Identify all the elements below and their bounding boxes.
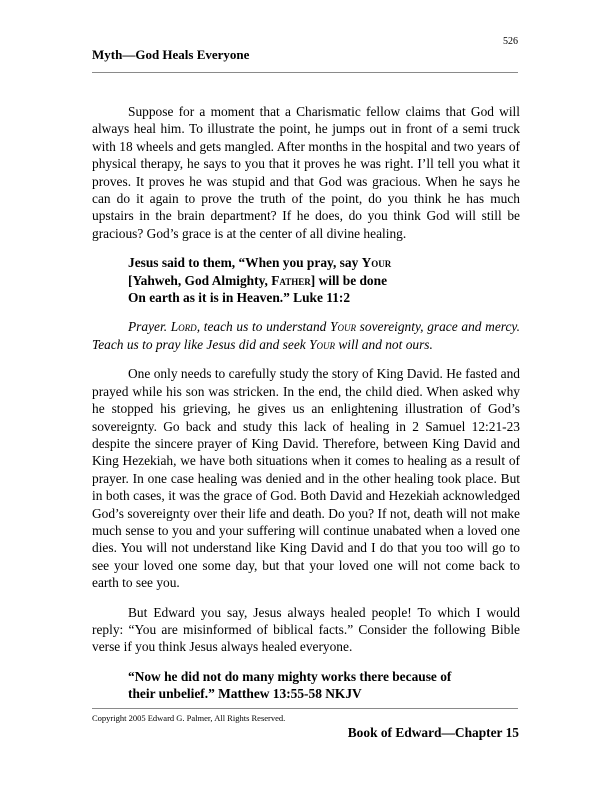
book-chapter-label: Book of Edward—Chapter 15 [347, 725, 519, 740]
paragraph-charismatic: Suppose for a moment that a Charismatic fellow claims that God will always heal him. To illustrate the point, he jumps out in front of a semi truck with 18 wheels and gets mangled. After months in the hospital and two years of physical therapy, he says to you that it proves he was right. I’ll tell you what it proves. It proves he was stupid and that God was gracious. When he says he can do it again to prove the truth of the point, do you think he has much upstairs in the brain department? If he does, do you think God will still be gracious? God’s grace is at the center of all divine healing. [92, 104, 520, 241]
footer-rule [92, 708, 518, 709]
scripture-quote-matthew [128, 668, 520, 703]
quote-line: On earth as it is in Heaven.” Luke 11:2 [128, 290, 351, 306]
quote-line: “Now he did not do many mighty works there because of [128, 668, 452, 684]
quote-line: Jesus said to them, “When you pray, say Your [128, 255, 392, 271]
running-title: Myth—God Heals Everyone [92, 47, 250, 62]
paragraph-edward-reply: But Edward you say, Jesus always healed people! To which I would reply: “You are misinformed of biblical facts.” Consider the following Bible verse if you think Jesus always healed everyone. [92, 604, 520, 655]
prayer-paragraph: Prayer. Lord, teach us to understand Your sovereignty, grace and mercy. Teach us to pray like Jesus did and seek Your will and not ours. [92, 319, 520, 352]
quote-line: their unbelief.” Matthew 13:55-58 NKJV [128, 686, 362, 702]
page-number: 526 [503, 36, 518, 47]
quote-line: [Yahweh, God Almighty, Father] will be done [128, 272, 388, 288]
body-text [92, 103, 520, 703]
header-rule [92, 72, 518, 73]
scripture-quote-luke [128, 254, 520, 306]
paragraph-king-david: One only needs to carefully study the story of King David. He fasted and prayed while his son was stricken. In the end, the child died. When asked why he stopped his grieving, he gives us an enlightening illustration of God’s sovereignty. Go back and study this lack of healing in 2 Samuel 12:21-23 despite the sincere prayer of King David. Therefore, between King David and King Hezekiah, we have both situations when it comes to healing as a result of prayer. In one case healing was denied and in the other healing took place. But in both cases, it was the grace of God. Both David and Hezekiah acknowledged God’s sovereignty over their life and death. Do you? If not, death will not make much sense to you and your suffering will continue unabated when a loved one dies. You will not understand like King David and I do that you too will go to see your loved one some day, but that your loved one will not come back to earth to see you. [92, 366, 520, 591]
copyright-notice: Copyright 2005 Edward G. Palmer, All Rights Reserved. [92, 713, 286, 723]
